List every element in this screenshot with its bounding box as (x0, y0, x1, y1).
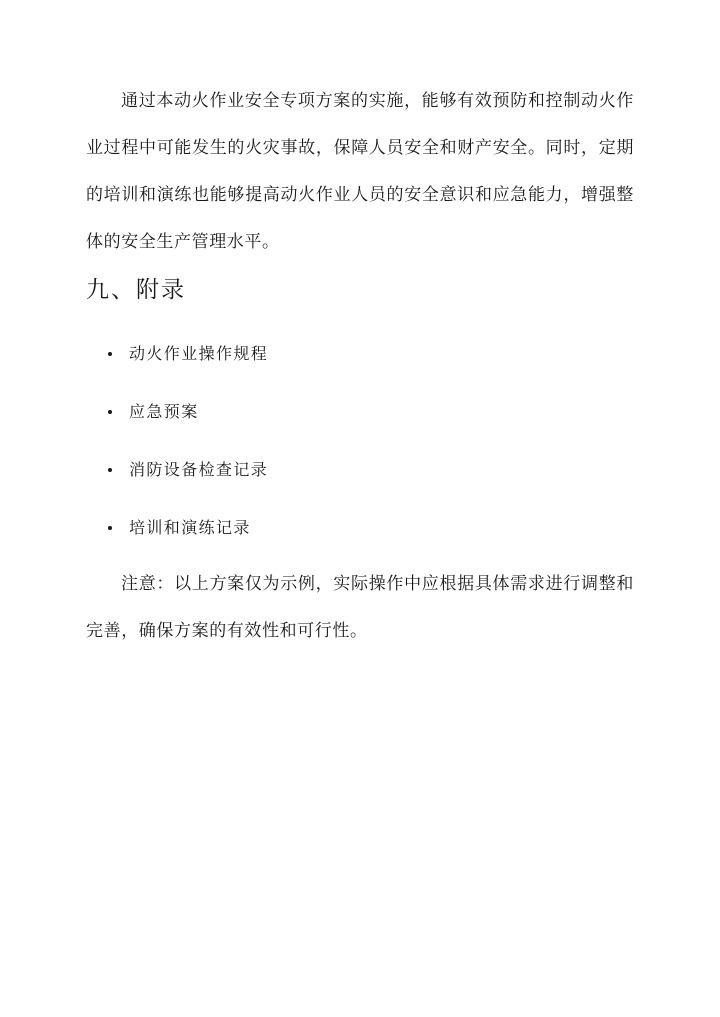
list-item-label: 消防设备检查记录 (129, 460, 269, 479)
appendix-heading: 九、附录 (86, 277, 186, 303)
list-item-label: 动火作业操作规程 (129, 344, 269, 363)
list-item (108, 505, 268, 563)
bullet-icon (108, 410, 112, 414)
note-paragraph: 注意：以上方案仅为示例，实际操作中应根据具体需求进行调整和完善，确保方案的有效性和可行性。 (86, 574, 634, 641)
bullet-icon (108, 468, 112, 472)
bullet-icon (108, 526, 112, 530)
intro-paragraph: 通过本动火作业安全专项方案的实施，能够有效预防和控制动火作业过程中可能发生的火灾事故，保障人员安全和财产安全。同时，定期的培训和演练也能够提高动火作业人员的安全意识和应急能力，增强整体的安全生产管理水平。 (86, 91, 634, 252)
list-item (108, 389, 268, 447)
bullet-icon (108, 352, 112, 356)
list-item-label: 培训和演练记录 (129, 518, 251, 537)
list-item (108, 447, 268, 505)
list-item (108, 331, 268, 389)
appendix-list (108, 331, 268, 563)
list-item-label: 应急预案 (129, 402, 199, 421)
